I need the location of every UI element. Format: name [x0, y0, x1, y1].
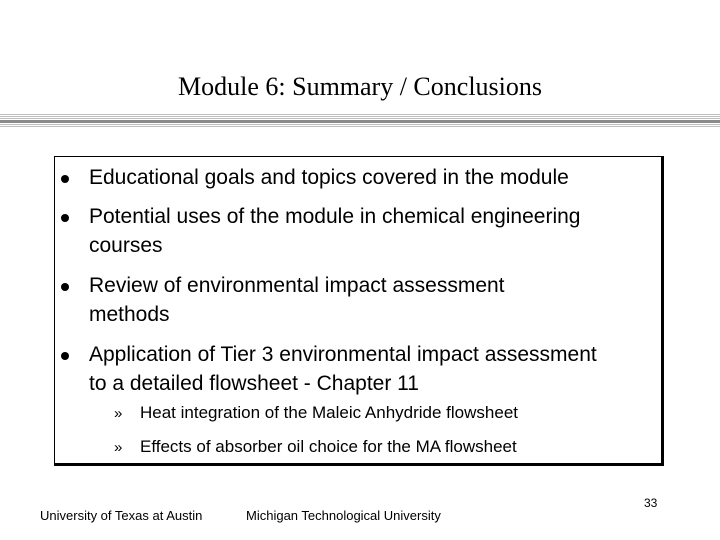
sub-bullet-item — [114, 402, 654, 425]
bullet-dot-icon — [61, 175, 69, 183]
bullet-text: Review of environmental impact assessment methods — [89, 274, 505, 326]
sub-bullet-text: Effects of absorber oil choice for the MA flowsheet — [140, 437, 517, 456]
sub-bullet-text: Heat integration of the Maleic Anhydride flowsheet — [140, 403, 519, 422]
bullet-text: Educational goals and topics covered in the module — [89, 166, 569, 189]
bullet-dot-icon — [61, 214, 69, 222]
sub-bullet-item — [114, 436, 654, 459]
bullet-text: Potential uses of the module in chemical engineering courses — [89, 205, 581, 257]
bullet-dot-icon — [61, 283, 69, 291]
slide-title: Module 6: Summary / Conclusions — [178, 72, 542, 101]
content-box — [54, 156, 664, 466]
bullet-text: Application of Tier 3 environmental impact assessment to a detailed flowsheet - Chapter 11 — [89, 343, 597, 395]
title-divider — [0, 114, 720, 127]
footer-university-center: Michigan Technological University — [246, 508, 441, 523]
bullet-dot-icon — [61, 352, 69, 360]
page-number: 33 — [644, 496, 658, 510]
footer-university-left: University of Texas at Austin — [40, 508, 203, 523]
sub-bullet-marker: » — [114, 405, 123, 422]
sub-bullet-marker: » — [114, 439, 123, 456]
